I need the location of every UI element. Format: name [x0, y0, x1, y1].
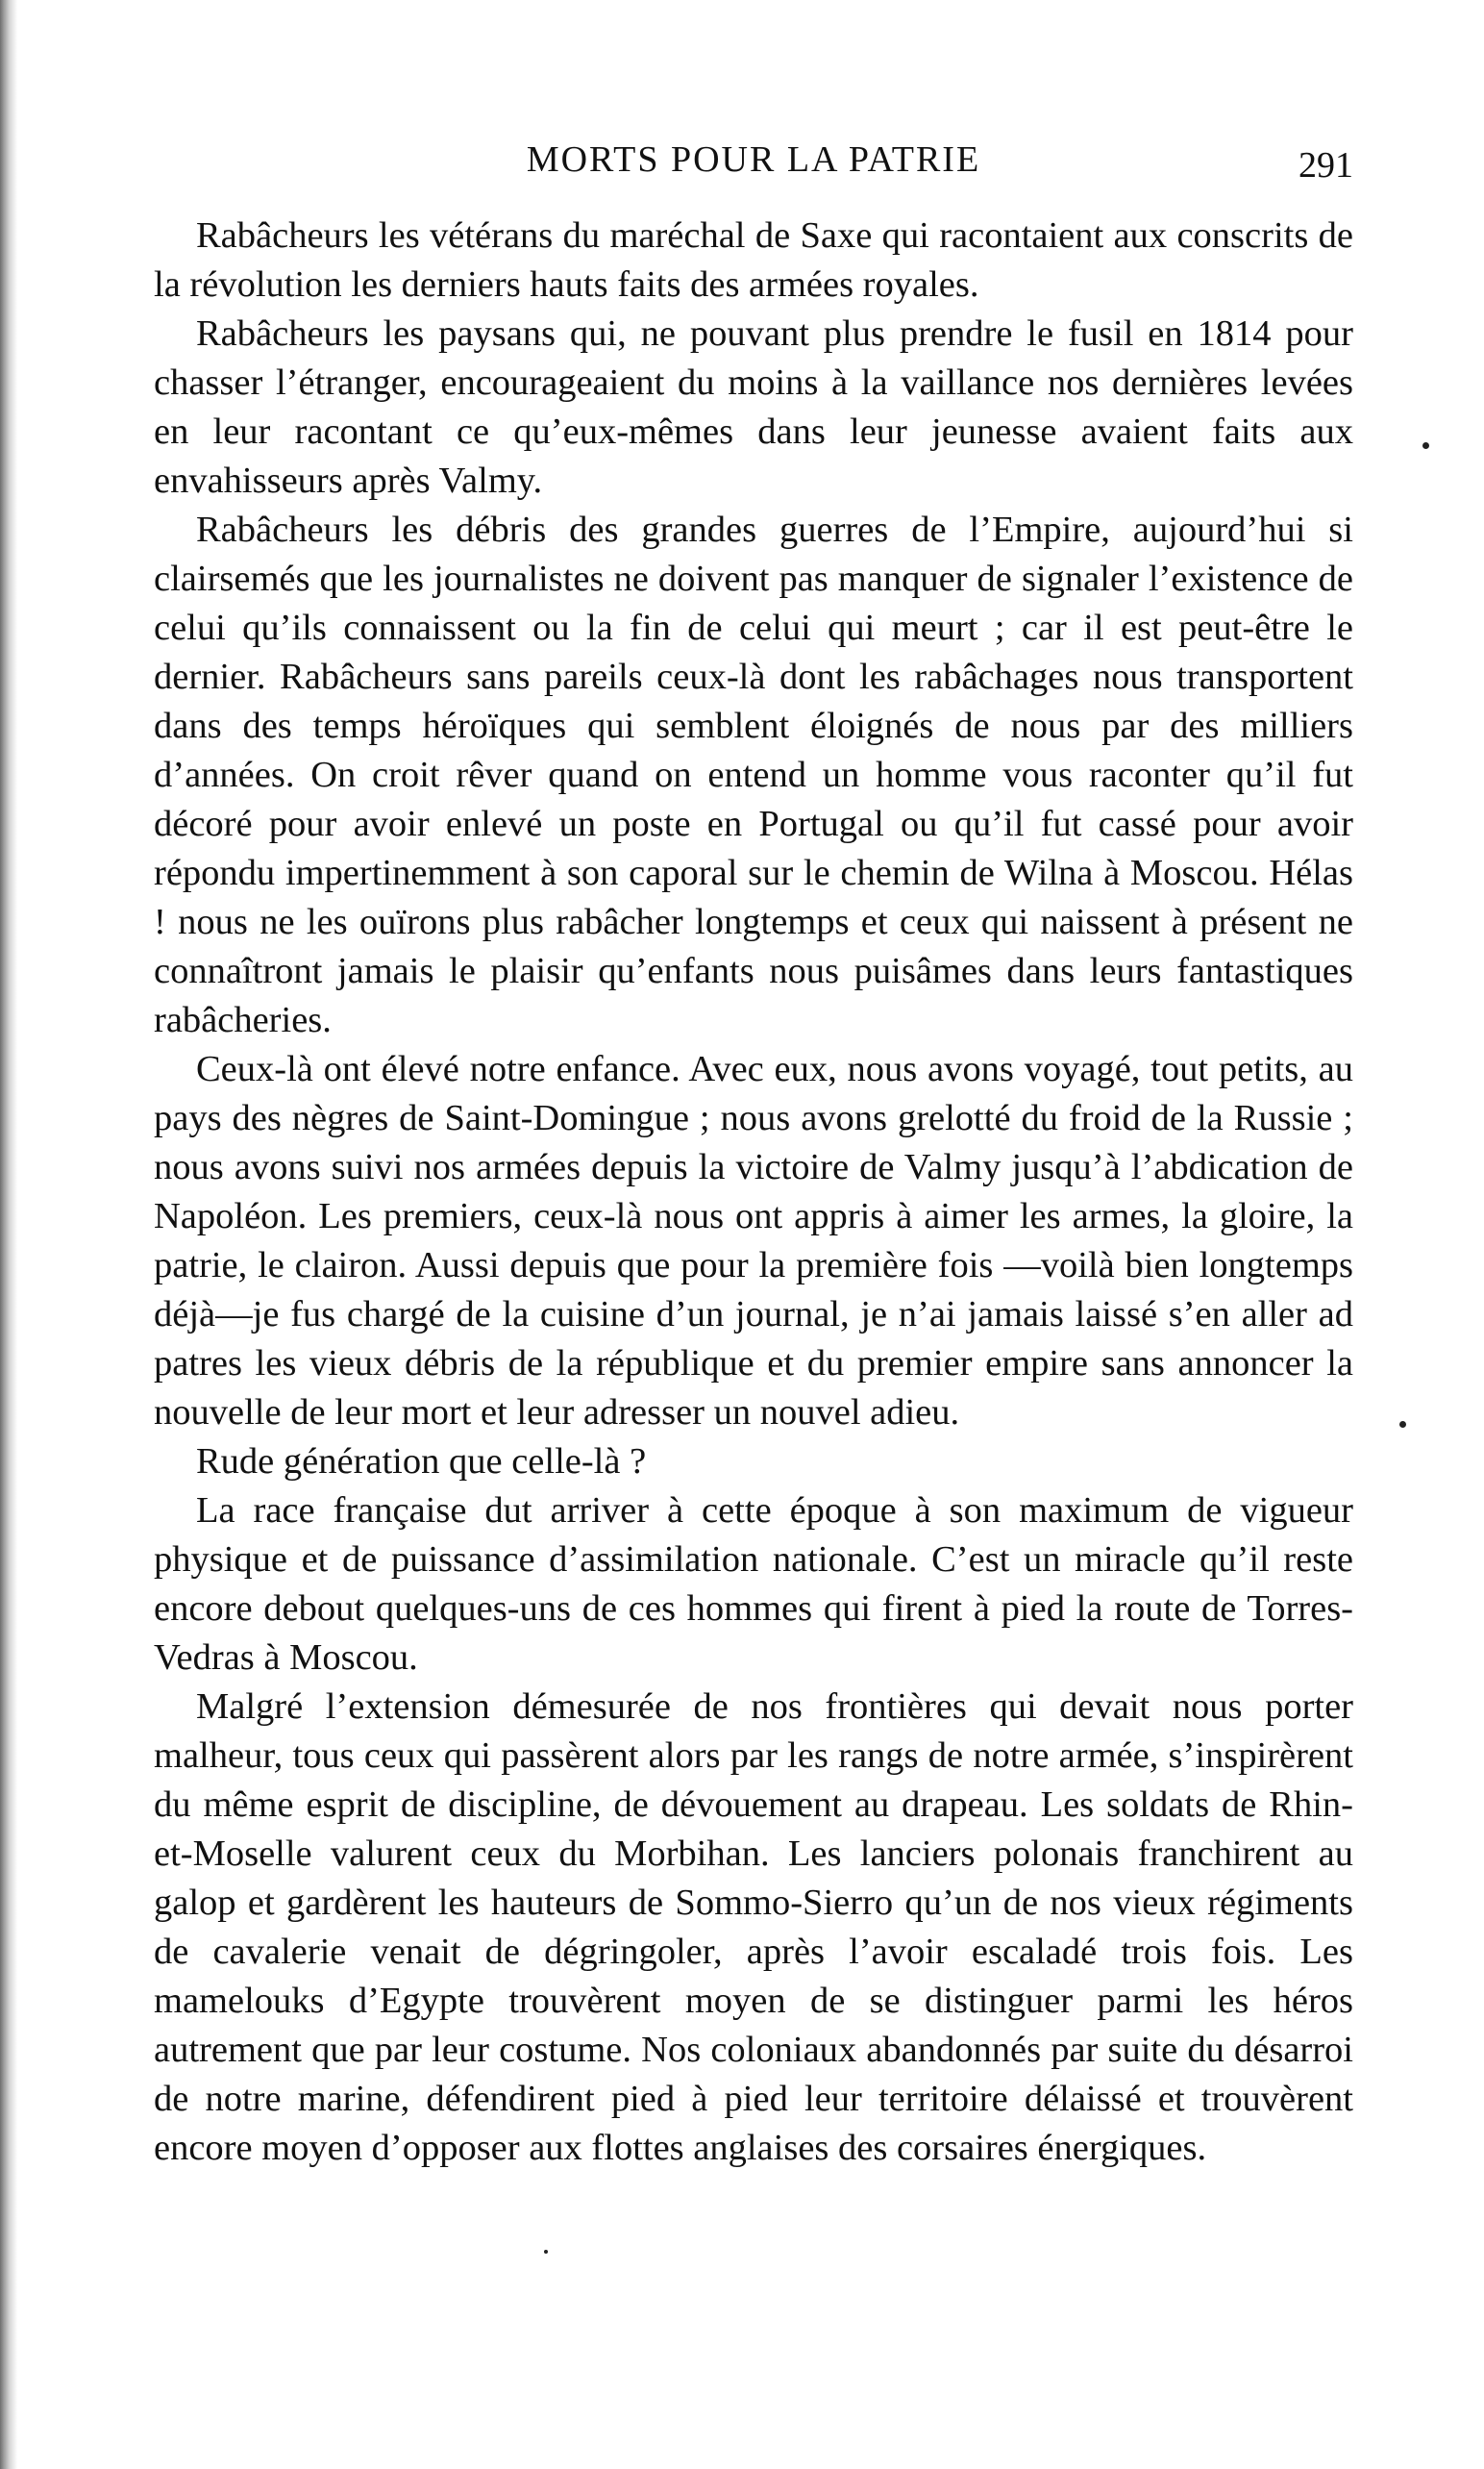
- print-speck: [1422, 442, 1429, 449]
- paragraph-race-francaise: La race française dut arriver à cette époque à son maximum de vigueur physique et de puissance d’assimilation nationale. C’est un miracle qu’il reste encore debout quelques-uns de ces hommes qui firent à pied la route de Torres-Vedras à Moscou.: [154, 1490, 1353, 1678]
- paragraph-rabacheurs-debris: Rabâcheurs les débris des grandes guerres de l’Empire, aujourd’hui si clairsemés que les journalistes ne doivent pas manquer de signaler l’existence de celui qu’ils connaissent ou la fin de celui qui meurt ; car il est peut-être le dernier. Rabâcheurs sans pareils ceux-là dont les rabâchages nous transportent dans des temps héroïques qui semblent éloignés de nous par des milliers d’années. On croit rêver quand on entend un homme vous raconter qu’il fut décoré pour avoir enlevé un poste en Portugal ou qu’il fut cassé pour avoir répondu impertinemment à son caporal sur le chemin de Wilna à Moscou. Hélas ! nous ne les ouïrons plus rabâcher longtemps et ceux qui naissent à présent ne connaîtront jamais le plaisir qu’enfants nous puisâmes dans leurs fantastiques rabâcheries.: [154, 510, 1353, 1040]
- paragraph-rude-generation: Rude génération que celle-là ?: [196, 1441, 647, 1482]
- print-speck: [1399, 1421, 1406, 1428]
- paragraph-rabacheurs-veterans: Rabâcheurs les vétérans du maréchal de Saxe qui racontaient aux conscrits de la révolution les derniers hauts faits des armées royales.: [154, 215, 1353, 305]
- book-page: [154, 125, 1353, 2317]
- page-binding-edge: [0, 0, 17, 2469]
- paragraph-ceux-la: Ceux-là ont élevé notre enfance. Avec eux, nous avons voyagé, tout petits, au pays des nègres de Saint-Domingue ; nous avons grelotté du froid de la Russie ; nous avons suivi nos armées depuis la victoire de Valmy jusqu’à l’abdication de Napoléon. Les premiers, ceux-là nous ont appris à aimer les armes, la gloire, la patrie, le clairon. Aussi depuis que pour la première fois —voilà bien longtemps déjà—je fus chargé de la cuisine d’un journal, je n’ai jamais laissé s’en aller ad patres les vieux débris de la république et du premier empire sans annoncer la nouvelle de leur mort et leur adresser un nouvel adieu.: [154, 1049, 1353, 1433]
- running-header: [154, 138, 1353, 196]
- paragraph-rabacheurs-paysans: Rabâcheurs les paysans qui, ne pouvant plus prendre le fusil en 1814 pour chasser l’étranger, encourageaient du moins à la vaillance nos dernières levées en leur racontant ce qu’eux-mêmes dans leur jeunesse avaient faits aux envahisseurs après Valmy.: [154, 313, 1353, 501]
- paragraph-malgre-extension: Malgré l’extension démesurée de nos frontières qui devait nous porter malheur, tous ceux qui passèrent alors par les rangs de notre armée, s’inspirèrent du même esprit de discipline, de dévouement au drapeau. Les soldats de Rhin-et-Moselle valurent ceux du Morbihan. Les lanciers polonais franchirent au galop et gardèrent les hauteurs de Sommo-Sierro qu’un de nos vieux régiments de cavalerie venait de dégringoler, après l’avoir escaladé trois fois. Les mamelouks d’Egypte trouvèrent moyen de se distinguer parmi les héros autrement que par leur costume. Nos coloniaux abandonnés par suite du désarroi de notre marine, défendirent pied à pied leur territoire délaissé et trouvèrent encore moyen d’opposer aux flottes anglaises des corsaires énergiques.: [154, 1686, 1353, 2168]
- page-number: 291: [1298, 145, 1353, 186]
- print-speck: [544, 2250, 548, 2254]
- running-title: MORTS POUR LA PATRIE: [526, 139, 981, 180]
- body-text: [154, 212, 1353, 2173]
